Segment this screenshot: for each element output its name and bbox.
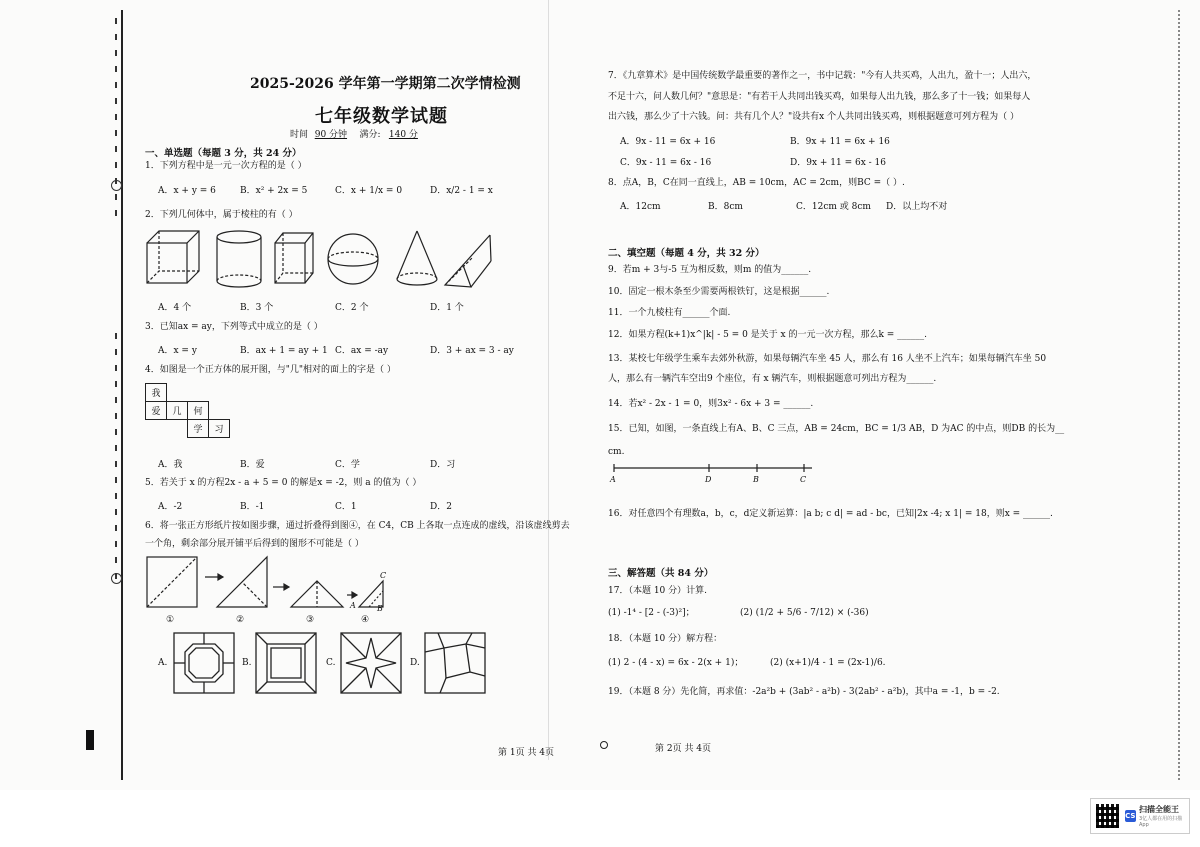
time-value: 90 分钟 — [314, 130, 348, 140]
section-title: 二、填空题（每题 4 分，共 32 分） — [608, 248, 765, 259]
question-18-part1: (1) 2 - (4 - x) = 6x - 2(x + 1)； — [608, 658, 744, 668]
option-b: B．x² + 2x = 5 — [240, 186, 308, 196]
option-d: D．以上均不对 — [886, 202, 948, 212]
net-face: 我 — [146, 384, 167, 402]
question-6-line2: 一个角，剩余部分展开铺平后得到的图形不可能是（ ） — [145, 539, 364, 549]
step-label: ② — [236, 615, 245, 625]
question-2: 2．下列几何体中，属于棱柱的有（ ） — [145, 210, 298, 220]
option-d: D. — [410, 658, 420, 668]
step-label: ③ — [306, 615, 315, 625]
left-page — [140, 0, 570, 790]
question-1-options — [158, 183, 493, 196]
cube-net — [145, 383, 230, 438]
question-12: 12．如果方程(k+1)x^|k| - 5 = 0 是关于 x 的一元一次方程，那么k = ______. — [608, 330, 928, 340]
option-a: A．-2 — [158, 502, 183, 512]
right-edge-dots — [1178, 10, 1182, 780]
net-face: 学 — [188, 420, 209, 438]
option-c: C．学 — [335, 460, 360, 470]
option-b: B．8cm — [708, 202, 743, 212]
binding-line — [121, 10, 123, 780]
point-c-label: C — [380, 571, 387, 580]
option-a: A．我 — [158, 460, 183, 470]
badge-text — [1139, 804, 1189, 828]
score-value: 140 分 — [388, 130, 418, 140]
binding-hole — [111, 180, 122, 191]
option-b: B．9x + 11 = 6x + 16 — [790, 137, 890, 147]
option-b: B. — [242, 658, 252, 668]
question-6-line1: 6．将一张正方形纸片按如图步骤，通过折叠得到图④，在 C4，CB 上各取一点连成的虚线，沿该虚线剪去 — [145, 521, 570, 531]
question-13-line2: 人，那么有一辆汽车空出9 个座位，有 x 辆汽车，则根据题意可列出方程为______. — [608, 374, 937, 384]
question-8-options — [620, 199, 947, 212]
binding-dots — [115, 15, 118, 226]
option-a: A．12cm — [620, 202, 661, 212]
option-d: D．x/2 - 1 = x — [430, 186, 493, 196]
scanner-watermark-badge — [1090, 798, 1190, 834]
question-18: 18．（本题 10 分）解方程： — [608, 634, 723, 644]
question-10: 10．固定一根木条至少需要两根铁钉，这是根据______. — [608, 287, 830, 297]
exam-subject-title: 七年级数学试题 — [315, 106, 448, 127]
section-title: 一、单选题（每题 3 分，共 24 分） — [145, 148, 302, 159]
option-c: C．x + 1/x = 0 — [335, 186, 403, 196]
page-number-left: 第 1页 共 4页 — [498, 748, 555, 758]
exam-title: 2025-2026 学年第一学期第二次学情检测 — [250, 76, 521, 92]
option-a: A. — [158, 658, 168, 668]
net-face: 爱 — [146, 402, 167, 420]
option-c: C．2 个 — [335, 303, 369, 313]
question-2-options — [158, 300, 464, 313]
question-16: 16．对任意四个有理数a，b，c，d定义新运算：|a b; c d| = ad - bc，已知|2x -4; x 1| = 18，则x = ______. — [608, 509, 1053, 519]
option-a: A．9x - 11 = 6x + 16 — [620, 137, 716, 147]
net-face: 习 — [209, 420, 230, 438]
question-7-line2: 不足十六，问人数几何？"意思是："有若干人共同出钱买鸡，如果每人出九钱，那么多了十一钱；如果每人 — [608, 92, 1031, 102]
folding-steps-figure — [145, 555, 395, 617]
scan-mark — [86, 730, 94, 750]
option-b: B．-1 — [240, 502, 265, 512]
question-17-part1: (1) -1⁴ - [2 - (-3)²]； — [608, 608, 695, 618]
option-d: D．习 — [430, 460, 456, 470]
option-d: D．2 — [430, 502, 452, 512]
section-title: 三、解答题（共 84 分） — [608, 568, 714, 579]
question-4-options — [158, 457, 455, 470]
option-c: C．9x - 11 = 6x - 16 — [620, 158, 712, 168]
net-face: 何 — [188, 402, 209, 420]
option-c: C．1 — [335, 502, 357, 512]
option-d: D．3 + ax = 3 - ay — [430, 346, 514, 356]
question-18-part2: (2) (x+1)/4 - 1 = (2x-1)/6. — [770, 658, 886, 668]
question-19: 19．（本题 8 分）先化简，再求值：-2a²b + (3ab² - a²b) - 3(2ab² - a²b)，其中a = -1，b = -2. — [608, 687, 1000, 697]
solids-figure — [145, 225, 495, 295]
point-b-label: B — [377, 604, 383, 613]
question-9: 9．若m + 3与-5 互为相反数，则m 的值为______. — [608, 265, 812, 275]
qr-code-icon — [1096, 804, 1119, 828]
step-label: ④ — [361, 615, 370, 625]
option-b: B．爱 — [240, 460, 265, 470]
option-c: C．12cm 或 8cm — [796, 202, 871, 212]
option-c: C. — [326, 658, 336, 668]
question-7-line3: 出六钱，那么少了十六钱。问：共有几个人？"设共有x 个人共同出钱买鸡，则根据题意可列方程为（ ） — [608, 112, 1019, 122]
time-label: 时间 — [290, 130, 309, 140]
score-label: 满分: — [359, 130, 381, 140]
step-label: ① — [166, 615, 175, 625]
question-15-line1: 15．已知，如图，一条直线上有A、B、C 三点，AB = 24cm，BC = 1/3 AB，D 为AC 的中点，则DB 的长为__ — [608, 424, 1065, 434]
question-3: 3．已知ax = ay，下列等式中成立的是（ ） — [145, 322, 323, 332]
option-d: D．1 个 — [430, 303, 464, 313]
question-14: 14．若x² - 2x - 1 = 0，则3x² - 6x + 3 = ______. — [608, 399, 814, 409]
question-7-options-row2 — [620, 155, 886, 168]
question-11: 11．一个九棱柱有______个面. — [608, 308, 731, 318]
folding-step-labels — [166, 615, 369, 625]
choice-d-shape — [424, 632, 486, 694]
question-15-line2: cm. — [608, 447, 625, 457]
option-d: D．9x + 11 = 6x - 16 — [790, 158, 887, 168]
binding-hole — [111, 573, 122, 584]
question-3-options — [158, 343, 514, 356]
option-b: B．ax + 1 = ay + 1 — [240, 346, 328, 356]
question-4: 4．如图是一个正方体的展开图，与"几"相对的面上的字是（ ） — [145, 365, 396, 375]
point-label: D — [705, 475, 712, 484]
right-page — [600, 0, 1065, 790]
camscanner-logo-icon: CS — [1125, 812, 1136, 820]
question-7-options-row1 — [620, 134, 890, 147]
point-a-label: A — [350, 601, 356, 610]
net-face: 几 — [167, 402, 188, 420]
choice-b-shape — [255, 632, 317, 694]
point-label: A — [610, 475, 616, 484]
choice-a-shape — [173, 632, 235, 694]
option-a: A．x = y — [158, 346, 197, 356]
question-5-options — [158, 499, 452, 512]
point-label: B — [753, 475, 759, 484]
badge-subtitle: 3亿人都在用的扫描App — [1138, 816, 1183, 828]
point-label: C — [800, 475, 807, 484]
question-17: 17．（本题 10 分）计算. — [608, 586, 707, 596]
question-17-part2: (2) (1/2 + 5/6 - 7/12) × (-36) — [740, 608, 869, 618]
option-b: B．3 个 — [240, 303, 274, 313]
option-a: A．x + y = 6 — [158, 186, 216, 196]
binding-dots — [115, 330, 118, 589]
exam-meta — [290, 127, 423, 140]
page-number-right: 第 2页 共 4页 — [655, 744, 712, 754]
choice-c-shape — [340, 632, 402, 694]
question-1: 1．下列方程中是一元一次方程的是（ ） — [145, 161, 307, 171]
hole-mark — [600, 741, 608, 752]
question-7-line1: 7．《九章算术》是中国传统数学最重要的著作之一，书中记载："今有人共买鸡，人出九，盈十一；人出六， — [608, 71, 1037, 81]
question-13-line1: 13．某校七年级学生乘车去郊外秋游，如果每辆汽车坐 45 人，那么有 16 人坐不上汽车；如果每辆汽车坐 50 — [608, 354, 1047, 364]
number-line-figure — [612, 462, 817, 476]
question-8: 8．点A，B，C在同一直线上，AB = 10cm，AC = 2cm，则BC =（ ）. — [608, 178, 905, 188]
binding-margin — [95, 0, 125, 790]
question-5: 5．若关于 x 的方程2x - a + 5 = 0 的解是x = -2，则 a 的值为（ ） — [145, 478, 422, 488]
option-c: C．ax = -ay — [335, 346, 389, 356]
option-a: A．4 个 — [158, 303, 192, 313]
badge-title: 扫描全能王 — [1138, 805, 1179, 814]
